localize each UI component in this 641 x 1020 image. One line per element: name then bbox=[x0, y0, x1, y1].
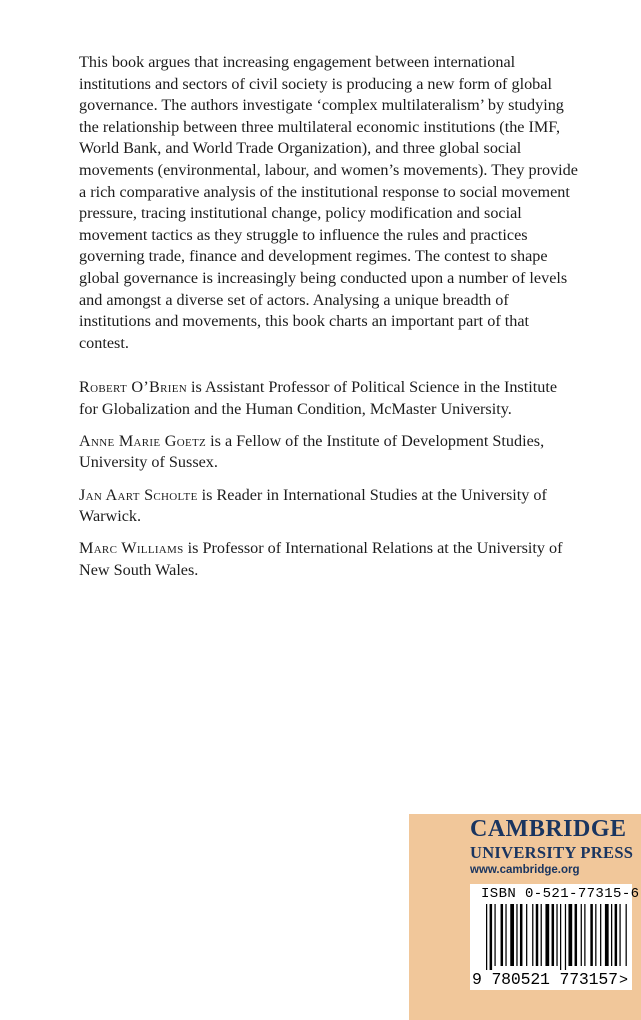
author-bio-text: is Assistant Professor of Political Science in the Institute for Globalization and the Human Condition, McMaster University. bbox=[79, 378, 558, 418]
barcode-bar bbox=[552, 904, 555, 966]
barcode bbox=[472, 904, 630, 988]
barcode-bar bbox=[568, 904, 572, 966]
barcode-bars bbox=[486, 904, 630, 970]
blurb-text: This book argues that increasing engagement between international institutions and sectors of civil society is producing a new form of global governance. The authors investigate ‘complex multilateralism’ by studying the relationship between three multilateral economic institutions (the IMF, World Bank, and World Trade Organization), and three global social movements (environmental, labour, and women’s movements). They provide a rich comparative analysis of the institutional response to social movement pressure, tracing institutional change, policy modification and social movement tactics as they struggle to influence the rules and practices governing trade, finance and development regimes. The contest to shape global governance is increasingly being conducted upon a number of levels and amongst a diverse set of actors. Analysing a unique breadth of institutions and movements, this book charts an important part of that contest. bbox=[79, 53, 578, 352]
publisher-panel bbox=[409, 814, 641, 1020]
publisher-subtitle: UNIVERSITY PRESS bbox=[470, 843, 634, 862]
barcode-bar bbox=[520, 904, 523, 966]
barcode-bar bbox=[490, 904, 493, 970]
barcode-bar bbox=[605, 904, 609, 966]
barcode-bar bbox=[575, 904, 578, 966]
barcode-bar bbox=[536, 904, 539, 966]
barcode-bar bbox=[556, 904, 557, 966]
barcode-bar bbox=[494, 904, 495, 966]
author-bio bbox=[79, 431, 579, 474]
author-bio-text: is Reader in International Studies at the University of Warwick. bbox=[79, 485, 547, 526]
barcode-bar bbox=[516, 904, 517, 966]
barcode-bar bbox=[600, 904, 601, 966]
author-name: Jan Aart Scholte bbox=[79, 485, 198, 504]
barcode-bar bbox=[486, 904, 487, 970]
author-bio bbox=[79, 377, 579, 420]
publisher-name: CAMBRIDGE bbox=[470, 816, 627, 842]
isbn-label: ISBN 0-521-77315-6 bbox=[481, 886, 640, 902]
barcode-bar bbox=[510, 904, 514, 966]
barcode-bar bbox=[565, 904, 566, 970]
barcode-bar bbox=[501, 904, 504, 966]
author-bio bbox=[79, 538, 579, 581]
barcode-bar bbox=[626, 904, 627, 966]
barcode-marker: > bbox=[619, 972, 629, 988]
barcode-bar bbox=[541, 904, 542, 966]
barcode-bar bbox=[611, 904, 612, 966]
barcode-bar bbox=[526, 904, 527, 966]
barcode-bar bbox=[619, 904, 620, 966]
barcode-bar bbox=[595, 904, 596, 966]
publisher-url: www.cambridge.org bbox=[470, 864, 580, 876]
author-name: Robert O’Brien bbox=[79, 378, 187, 396]
barcode-bar bbox=[560, 904, 561, 970]
barcode-bar bbox=[590, 904, 593, 966]
book-blurb bbox=[79, 52, 579, 354]
barcode-bar bbox=[581, 904, 582, 966]
barcode-bar bbox=[532, 904, 533, 966]
author-bio-text: is Professor of International Relations at the University of New South Wales. bbox=[79, 539, 563, 579]
author-bios bbox=[79, 377, 579, 592]
barcode-bar bbox=[505, 904, 506, 966]
author-name: Anne Marie Goetz bbox=[79, 431, 207, 450]
isbn-block bbox=[470, 884, 640, 990]
barcode-bar bbox=[615, 904, 618, 966]
barcode-digits: 9 780521 773157 bbox=[472, 970, 618, 988]
author-bio bbox=[79, 485, 579, 528]
barcode-bar bbox=[584, 904, 585, 966]
author-name: Marc Williams bbox=[79, 539, 184, 558]
author-bio-text: is a Fellow of the Institute of Development Studies, University of Sussex. bbox=[79, 431, 545, 472]
barcode-bar bbox=[545, 904, 549, 966]
